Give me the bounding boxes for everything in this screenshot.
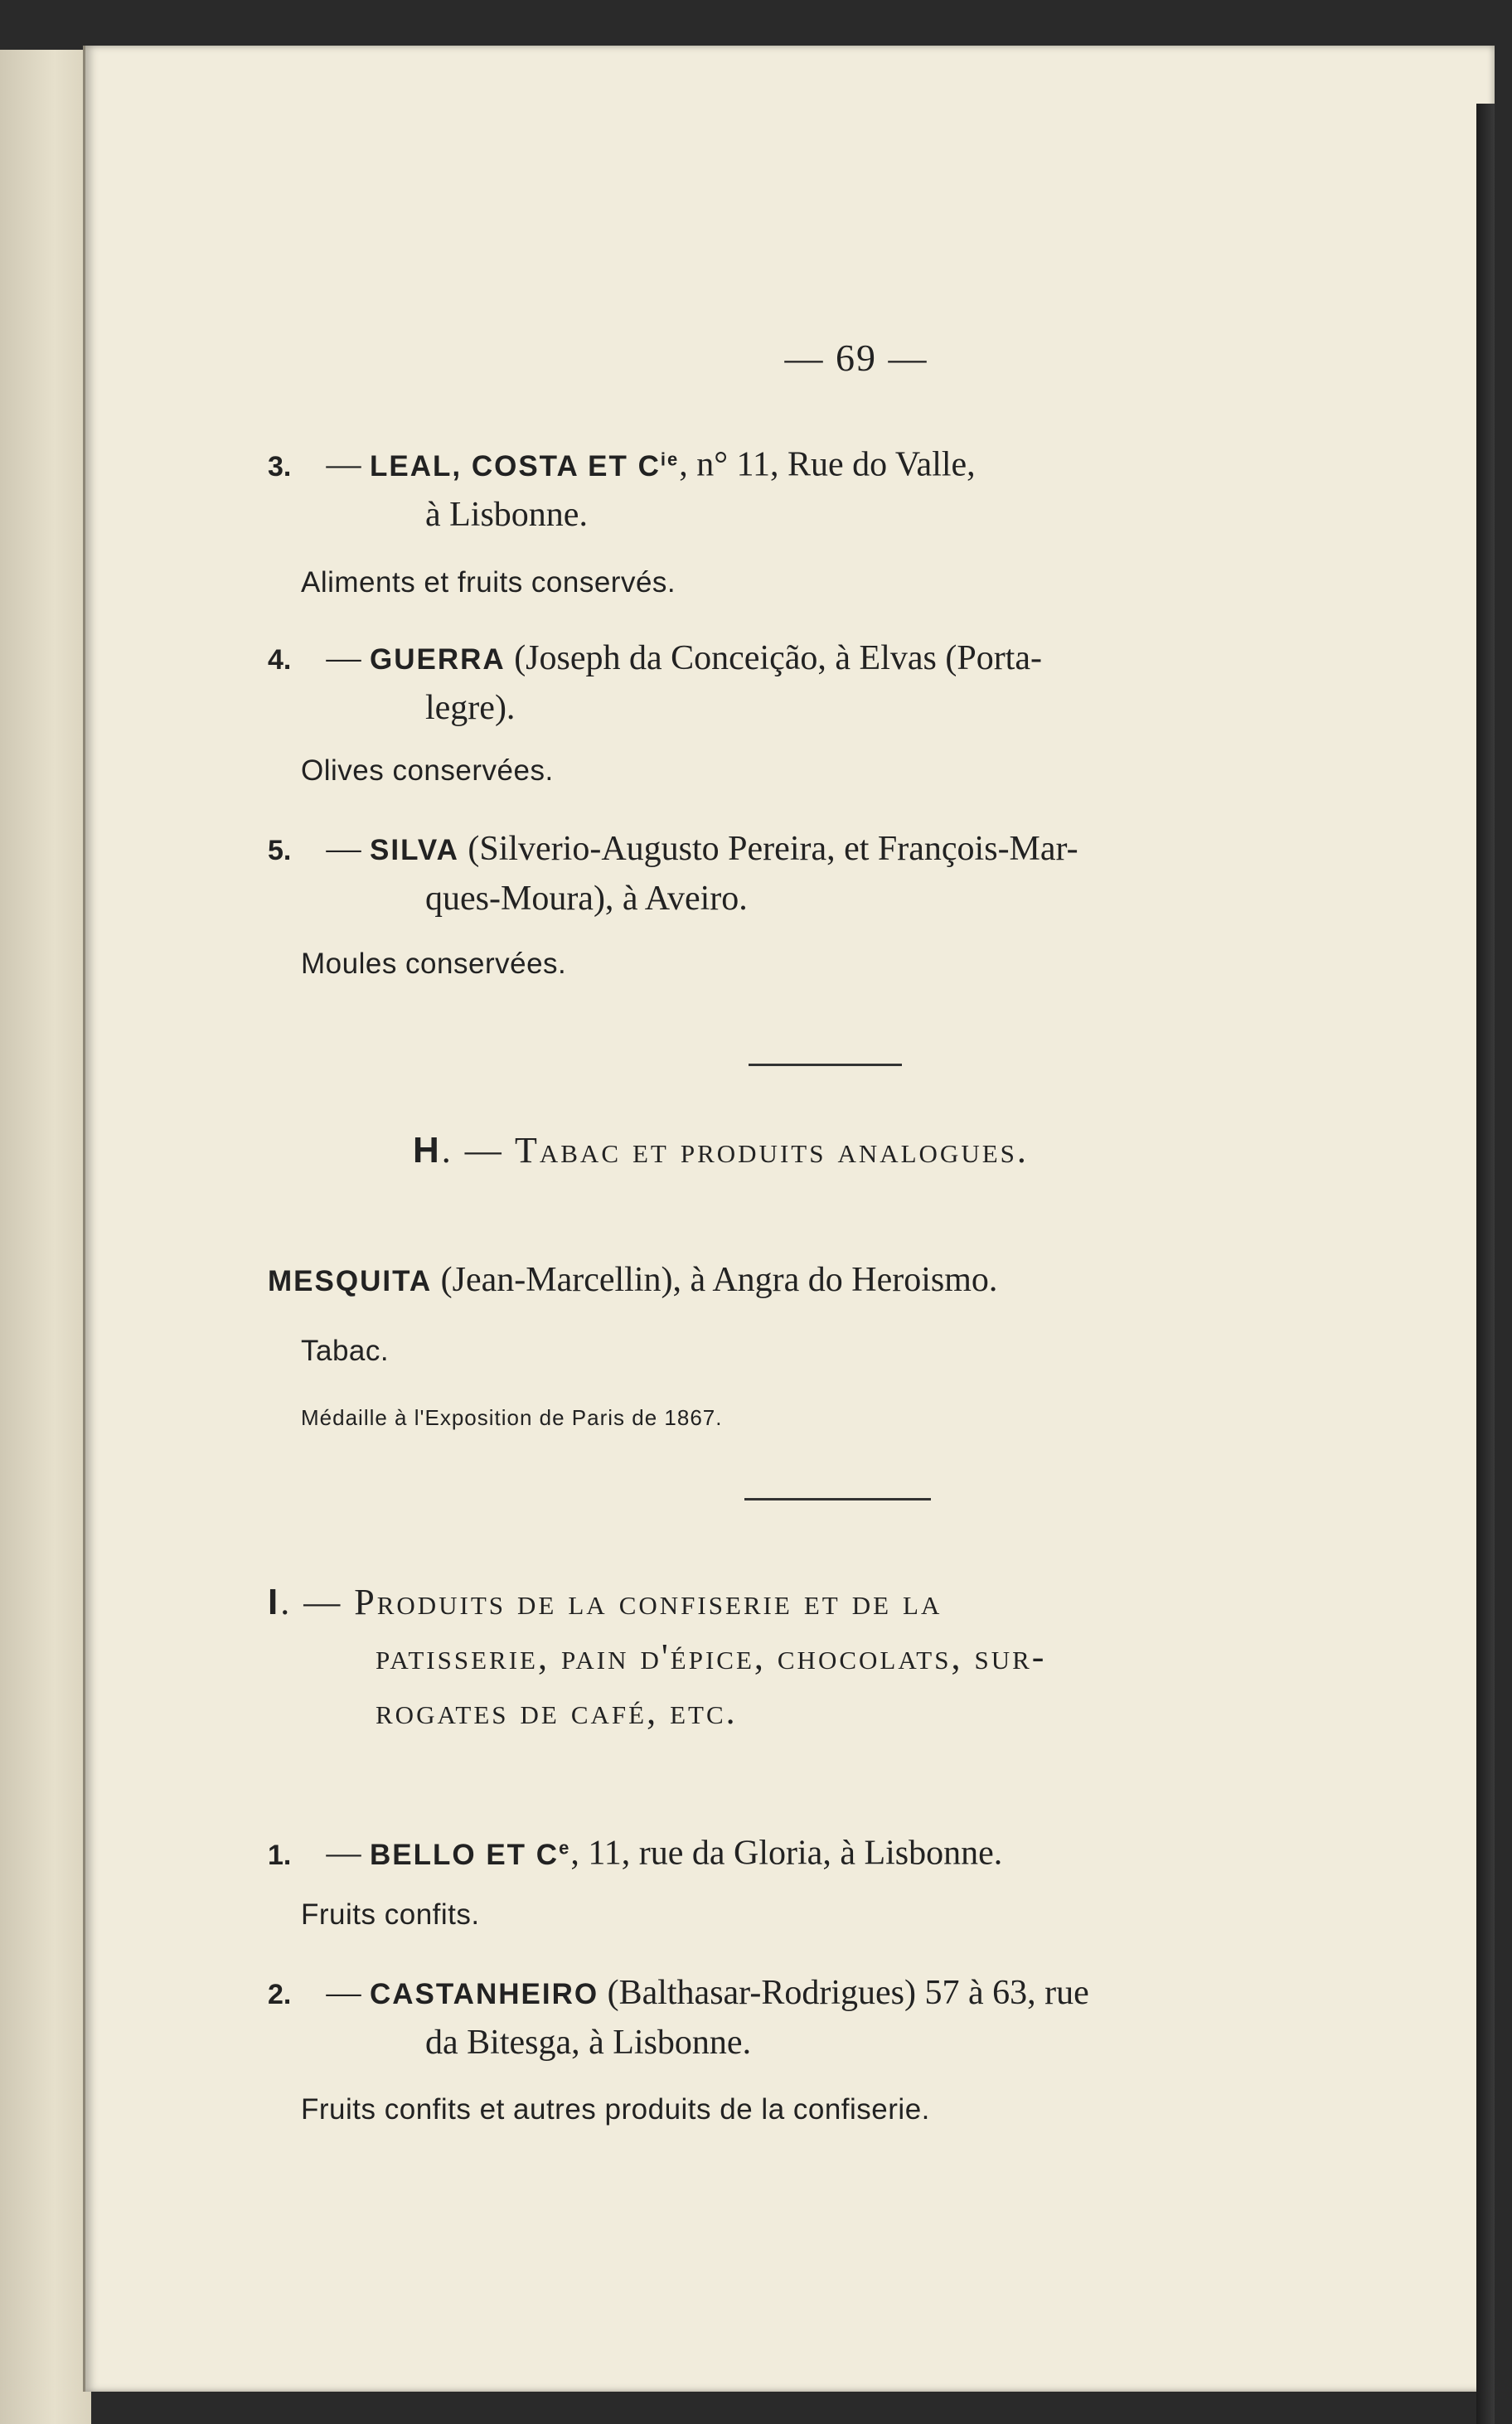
entry-3 (268, 435, 1345, 539)
mesquita-award-note: Médaille à l'Exposition de Paris de 1867. (301, 1405, 723, 1430)
entry-number: 4. (268, 644, 292, 676)
entry-address: (Silverio-Augusto Pereira, et François-Mar- (458, 830, 1078, 868)
entry-address: , 11, rue da Gloria, à Lisbonne. (570, 1834, 1003, 1873)
entry-5 (268, 825, 1345, 923)
section-i-heading (268, 1575, 1304, 1739)
section-title-line-3: rogates de café, etc. (376, 1691, 738, 1732)
entry-i-2 (268, 1969, 1345, 2067)
entry-address: (Joseph da Conceição, à Elvas (Porta- (505, 639, 1042, 677)
page-number: — 69 — (784, 337, 928, 379)
mesquita-description: Tabac. (301, 1335, 390, 1367)
entry-continuation: ques-Moura), à Aveiro. (425, 880, 748, 918)
entry-address: (Balthasar-Rodrigues) 57 à 63, rue (598, 1974, 1089, 2012)
entry-3-description: Aliments et fruits conservés. (301, 566, 676, 599)
section-title: . — Tabac et produits analogues. (441, 1130, 1029, 1171)
entry-name: CASTANHEIRO (370, 1978, 599, 2010)
entry-4-description: Olives conservées. (301, 754, 554, 787)
entry-name: SILVA (370, 834, 459, 866)
entry-dash: — (326, 830, 361, 868)
entry-i-2-description: Fruits confits et autres produits de la confiserie. (301, 2093, 930, 2126)
book-page (83, 46, 1495, 2392)
entry-name: LEAL, COSTA ET $C^{ie}$ (370, 448, 680, 482)
entry-dash: — (326, 1834, 361, 1873)
entry-name: GUERRA (370, 643, 506, 676)
entry-number: 2. (268, 1979, 292, 2010)
entry-continuation: à Lisbonne. (425, 495, 588, 534)
entry-continuation: da Bitesga, à Lisbonne. (425, 2024, 752, 2062)
entry-number: 5. (268, 835, 292, 866)
section-letter: H (413, 1130, 442, 1171)
entry-number: 1. (268, 1839, 292, 1871)
entry-continuation: legre). (425, 689, 516, 727)
section-divider (744, 1498, 931, 1500)
entry-5-description: Moules conservées. (301, 948, 567, 980)
entry-dash: — (326, 445, 361, 484)
section-letter: I (268, 1582, 281, 1622)
entry-i-1 (268, 1824, 1345, 1879)
entry-i-1-description: Fruits confits. (301, 1898, 480, 1931)
entry-address: , n° 11, Rue do Valle, (679, 445, 976, 484)
section-title-line-1: . — Produits de la confiserie et de la (280, 1582, 943, 1622)
entry-name: BELLO ET Ce (370, 1837, 571, 1871)
entry-dash: — (326, 639, 361, 677)
entry-name: MESQUITA (268, 1265, 433, 1297)
left-page-edge (0, 50, 91, 2424)
entry-number: 3. (268, 450, 292, 482)
section-divider (749, 1064, 902, 1066)
entry-4 (268, 634, 1345, 732)
entry-address: (Jean-Marcellin), à Angra do Heroismo. (432, 1261, 998, 1299)
section-title-line-2: patisserie, pain d'épice, chocolats, sur- (376, 1636, 1047, 1677)
page-binding-shadow (1476, 104, 1495, 2424)
section-h-heading (413, 1123, 1449, 1178)
entry-dash: — (326, 1974, 361, 2012)
entry-mesquita (268, 1256, 1345, 1306)
